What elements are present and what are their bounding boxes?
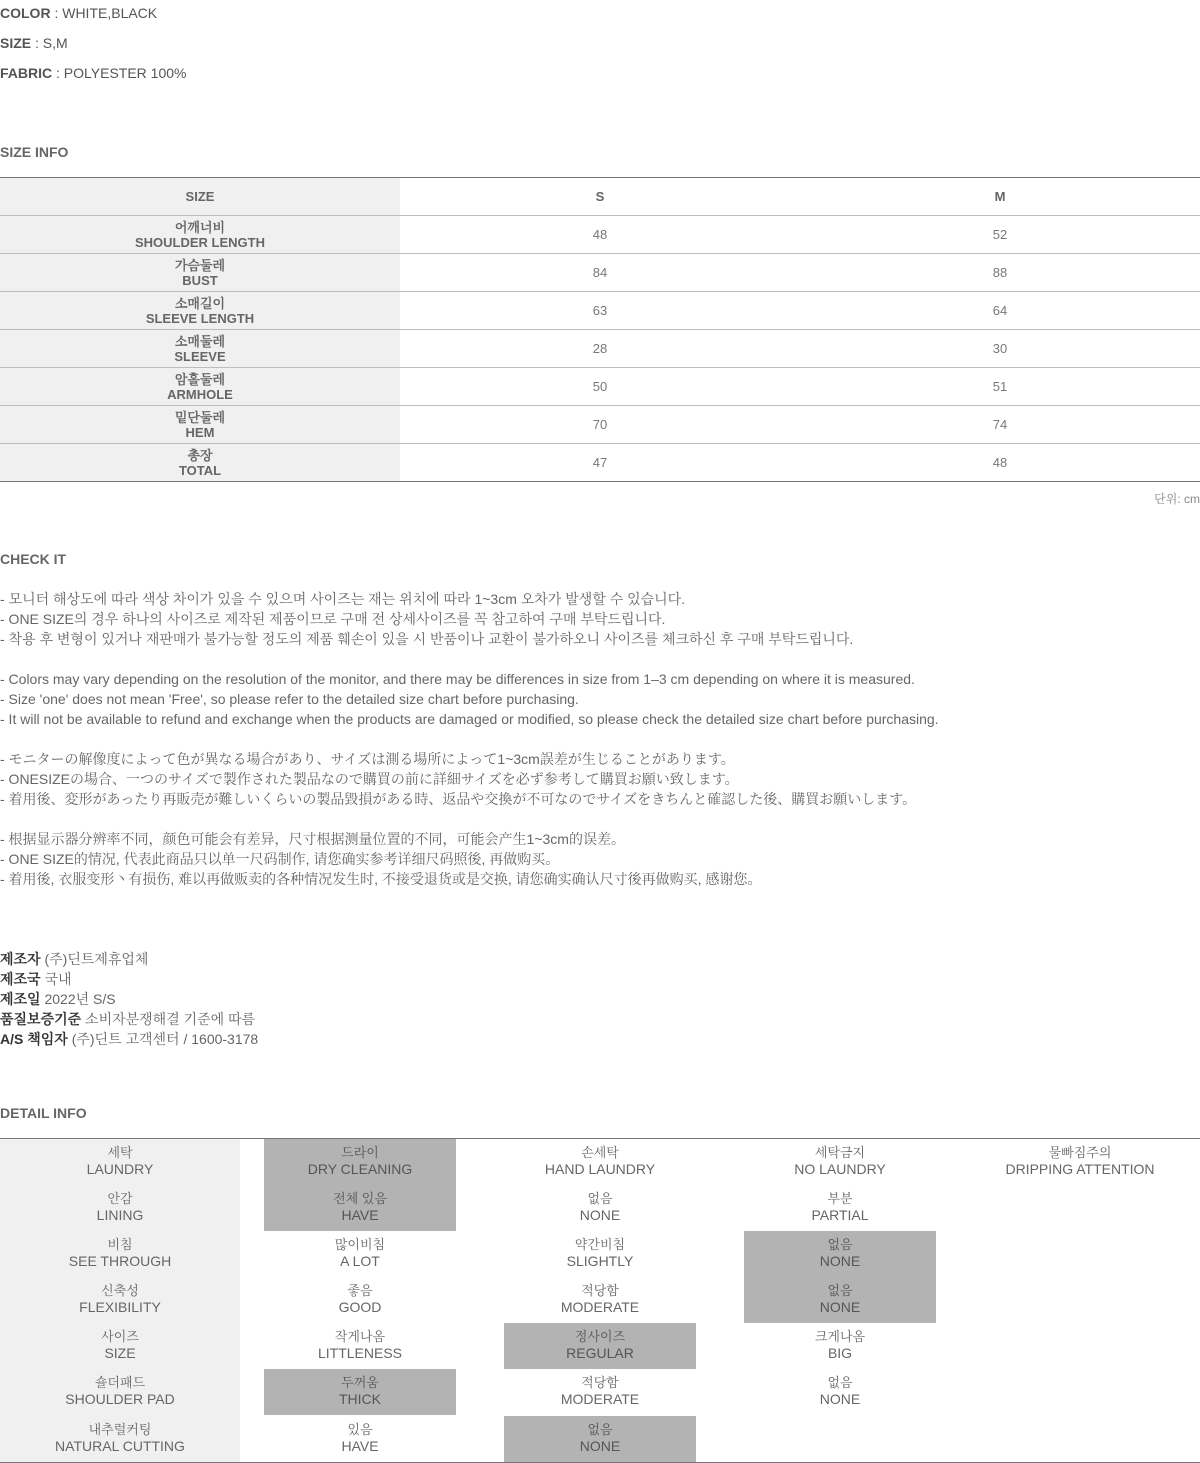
label-en: LINING [96,1207,144,1223]
option-en: DRIPPING ATTENTION [1005,1161,1155,1177]
detail-option [264,1231,456,1277]
option-ko: 적당함 [581,1283,619,1298]
detail-option-selected [264,1139,456,1185]
option-en: NONE [819,1253,861,1269]
cell-m: 88 [800,254,1200,292]
detail-row-label [24,1416,216,1462]
option-en: NONE [579,1438,621,1454]
option-en: A LOT [340,1253,380,1269]
detail-row-label [24,1323,216,1369]
option-en: REGULAR [566,1345,634,1361]
option-en: HAND LAUNDRY [544,1161,656,1177]
option-ko: 크게나옴 [814,1329,866,1344]
detail-row-label [24,1139,216,1185]
row-label-ko: 소매길이 [174,295,226,311]
notes-en [0,669,939,729]
table-row [0,330,1200,368]
cell-s: 63 [400,292,800,330]
label-en: SHOULDER PAD [65,1391,175,1407]
option-en: THICK [339,1391,381,1407]
table-row [0,368,1200,406]
label-en: FLEXIBILITY [79,1299,161,1315]
label-ko: 세탁 [107,1145,133,1160]
mfg-label: 제조일 [0,991,41,1007]
row-label-ko: 총장 [187,447,213,463]
spec-value: : POLYESTER 100% [52,65,187,81]
option-en: PARTIAL [811,1207,869,1223]
spec-value: : S,M [31,35,68,51]
option-ko: 세탁금지 [814,1145,866,1160]
row-label [0,254,400,292]
size-header-label: SIZE [0,178,400,216]
label-en: SIZE [104,1345,136,1361]
row-label-en: SHOULDER LENGTH [135,234,265,250]
mfg-value: 국내 [40,971,72,987]
spec-color [0,5,157,21]
note-line: - 根据显示器分辨率不同，颜色可能会有差异，尺寸根据测量位置的不同，可能会产生1~3cm的误差。 [0,831,625,847]
note-line: - ONE SIZE의 경우 하나의 사이즈로 제작된 제품이므로 구매 전 상세사이즈를 꼭 참고하여 구매 부탁드립니다. [0,611,666,627]
cell-m: 51 [800,368,1200,406]
mfg-label: 제조자 [0,951,41,967]
note-line: - モニターの解像度によって色が異なる場合があり、サイズは測る場所によって1~3cm誤差が生じることがあります。 [0,751,735,767]
detail-option [264,1323,456,1369]
detail-option-selected [744,1277,936,1323]
mfg-label: A/S 책임자 [0,1031,68,1047]
notes-ja [0,749,916,809]
row-label [0,444,400,482]
mfg-label: 제조국 [0,971,41,987]
row-label-en: SLEEVE [174,348,226,364]
label-ko: 내추럴커팅 [88,1422,152,1437]
detail-option [504,1369,696,1415]
detail-option [504,1139,696,1185]
notes-ko [0,589,853,649]
detail-option [744,1323,936,1369]
option-ko: 정사이즈 [574,1329,626,1344]
mfg-line [0,989,258,1009]
row-label-ko: 가슴둘레 [174,257,226,273]
label-ko: 숄더패드 [94,1375,146,1390]
spec-fabric [0,65,186,81]
note-line: - 착용 후 변형이 있거나 재판매가 불가능할 정도의 제품 훼손이 있을 시 반품이나 교환이 불가하오니 사이즈를 체크하신 후 구매 부탁드립니다. [0,631,854,647]
cell-s: 48 [400,216,800,254]
option-ko: 부분 [827,1191,853,1206]
detail-option [264,1416,456,1462]
row-label-en: HEM [185,424,215,440]
option-en: HAVE [341,1438,379,1454]
cell-m: 48 [800,444,1200,482]
notes-zh [0,829,761,889]
note-line: - It will not be available to refund and exchange when the products are damaged or modified, so please check the detailed size chart before purchasing. [0,711,939,727]
detail-option-selected [264,1369,456,1415]
detail-option [264,1277,456,1323]
table-row [0,292,1200,330]
detail-option [744,1369,936,1415]
note-line: - Colors may vary depending on the resolution of the monitor, and there may be differences in size from 1–3 cm depending on where it is measured. [0,671,915,687]
label-ko: 사이즈 [101,1329,139,1344]
detail-row-label [24,1277,216,1323]
detail-option-selected [744,1231,936,1277]
detail-option-selected [504,1416,696,1462]
option-ko: 작게나옴 [334,1329,386,1344]
spec-label: COLOR [0,5,51,21]
manufacturer-info [0,949,258,1049]
check-it-title: CHECK IT [0,551,67,567]
mfg-value: (주)딘트 고객센터 / 1600-3178 [67,1031,259,1047]
option-ko: 손세탁 [581,1145,619,1160]
option-ko: 전체 있음 [333,1191,387,1206]
note-line: - 모니터 해상도에 따라 색상 차이가 있을 수 있으며 사이즈는 재는 위치에 따라 1~3cm 오차가 발생할 수 있습니다. [0,591,686,607]
spec-value: : WHITE,BLACK [50,5,158,21]
cell-m: 30 [800,330,1200,368]
option-en: BIG [827,1345,853,1361]
option-ko: 있음 [347,1422,373,1437]
option-ko: 없음 [827,1375,853,1390]
note-line: - Size 'one' does not mean 'Free', so please refer to the detailed size chart before purchasing. [0,691,579,707]
row-label [0,406,400,444]
mfg-line [0,969,258,989]
label-en: LAUNDRY [86,1161,154,1177]
row-label-en: SLEEVE LENGTH [145,310,255,326]
row-label [0,330,400,368]
row-label [0,216,400,254]
mfg-value: (주)딘트제휴업체 [40,951,149,967]
row-label-en: ARMHOLE [167,386,233,402]
mfg-value: 소비자분쟁해결 기준에 따름 [81,1011,256,1027]
row-label-ko: 암홀둘레 [174,371,226,387]
detail-option [744,1185,936,1231]
option-en: SLIGHTLY [566,1253,634,1269]
mfg-value: 2022년 S/S [40,991,116,1007]
row-label-en: BUST [182,272,218,288]
spec-label: SIZE [0,35,32,51]
spec-size [0,35,68,51]
table-row [0,254,1200,292]
cell-s: 28 [400,330,800,368]
detail-option [984,1139,1176,1185]
size-info-title: SIZE INFO [0,144,69,160]
label-en: NATURAL CUTTING [55,1438,185,1454]
option-ko: 드라이 [341,1145,379,1160]
cell-s: 47 [400,444,800,482]
detail-option [504,1185,696,1231]
row-label [0,368,400,406]
option-ko: 없음 [827,1283,853,1298]
mfg-line [0,1009,258,1029]
row-label-ko: 어깨너비 [174,219,226,235]
row-label-ko: 소매둘레 [174,333,226,349]
label-en: SEE THROUGH [68,1253,172,1269]
detail-row-label [24,1231,216,1277]
detail-row-label [24,1369,216,1415]
mfg-line [0,949,258,969]
option-en: GOOD [338,1299,382,1315]
option-ko: 약간비침 [574,1237,626,1252]
option-en: HAVE [341,1207,379,1223]
option-ko: 없음 [587,1191,613,1206]
option-ko: 없음 [587,1422,613,1437]
row-label-ko: 밑단둘레 [174,409,226,425]
option-ko: 물빠짐주의 [1048,1145,1112,1160]
mfg-line [0,1029,258,1049]
option-ko: 적당함 [581,1375,619,1390]
option-en: NONE [819,1299,861,1315]
option-en: MODERATE [560,1391,640,1407]
size-header-s: S [400,178,800,216]
option-en: NONE [819,1391,861,1407]
row-label-en: TOTAL [178,462,222,478]
label-ko: 비침 [107,1237,133,1252]
option-en: NO LAUNDRY [794,1161,886,1177]
label-ko: 안감 [107,1191,133,1206]
size-table [0,177,1200,482]
cell-m: 64 [800,292,1200,330]
table-row [0,406,1200,444]
option-en: NONE [579,1207,621,1223]
detail-option [504,1231,696,1277]
mfg-label: 품질보증기준 [0,1011,82,1027]
option-ko: 없음 [827,1237,853,1252]
spec-label: FABRIC [0,65,53,81]
size-table-header [0,178,1200,216]
cell-m: 74 [800,406,1200,444]
note-line: - 着用後, 衣服变形丶有损伤, 难以再做贩卖的各种情况发生时, 不接受退货或是交换, 请您确实确认尺寸後再做购买, 感谢您。 [0,871,762,887]
unit-note: 단위: cm [1154,492,1200,506]
option-ko: 두꺼움 [341,1375,379,1390]
detail-info-title: DETAIL INFO [0,1105,87,1121]
note-line: - ONE SIZE的情况, 代表此商品只以单一尺码制作, 请您确实参考详细尺码照後, 再做购买。 [0,851,560,867]
detail-option [504,1277,696,1323]
table-row [0,444,1200,482]
detail-option-selected [504,1323,696,1369]
note-line: - 着用後、変形があったり再販売が難しいくらいの製品毀損がある時、返品や交換が不可なのでサイズをきちんと確認した後、購買お願いします。 [0,791,917,807]
cell-s: 84 [400,254,800,292]
detail-option [744,1139,936,1185]
detail-grid [0,1138,1200,1463]
option-en: MODERATE [560,1299,640,1315]
option-en: LITTLENESS [317,1345,403,1361]
option-en: DRY CLEANING [307,1161,413,1177]
cell-m: 52 [800,216,1200,254]
detail-row-label [24,1185,216,1231]
detail-option-selected [264,1185,456,1231]
cell-s: 70 [400,406,800,444]
label-ko: 신축성 [101,1283,139,1298]
option-ko: 좋음 [347,1283,373,1298]
row-label [0,292,400,330]
note-line: - ONESIZEの場合、一つのサイズで製作された製品なので購買の前に詳細サイズを必ず参考して購買お願い致します。 [0,771,739,787]
size-header-m: M [800,178,1200,216]
cell-s: 50 [400,368,800,406]
option-ko: 많이비침 [334,1237,386,1252]
table-row [0,216,1200,254]
